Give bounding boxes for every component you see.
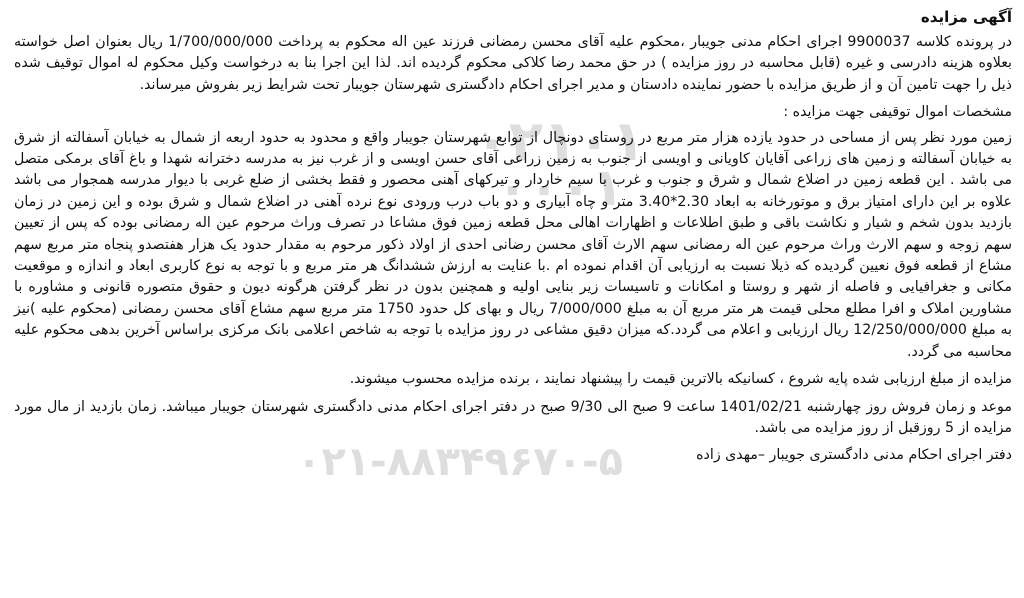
watermark-text-2: ۰۰۰۱ xyxy=(496,158,624,218)
signature: دفتر اجرای احکام مدنی دادگستری جویبار –مهدی زاده xyxy=(696,447,1012,464)
auction-rule: مزایده از مبلغ ارزیابی شده پایه شروع ، کسانیکه بالاترین قیمت را پیشنهاد نمایند ، برنده مزایده محسوب میشوند. xyxy=(349,371,1012,388)
watermark-phone: ۰۲۱-۸۸۳۴۹۶۷۰-۵ xyxy=(296,439,624,485)
notice-content xyxy=(14,6,1012,467)
auction-schedule: موعد و زمان فروش روز چهارشنبه 1401/02/21 ساعت 9 صبح الی 9/30 صبح در دفتر اجرای احکام مدنی دادگستری شهرستان جویبار میباشد. زمان بازدید از مال مورد مزایده از 5 روزقبل از روز مزایده می باشد. xyxy=(14,398,1012,436)
watermark-text-1: ۰۲۱۰۱ xyxy=(474,109,646,174)
notice-title: آگهی مزایده xyxy=(920,8,1012,26)
property-description: زمین مورد نظر پس از مساحی در حدود یازده هزار متر مربع در روستای دونچال از توابع شهرستان جویبار واقع و محدود به حدود اربعه از شمال به خیابان آسفالته از شرق به خیابان آسفالته و زمین های زراعی آقایان کاویانی و اویسی از جنوب به زمین زراعی آقای حسن اویسی و از غرب نیز به مدرسه دخترانه شهدا و باغ آقای برمکی متصل می باشد . این قطعه زمین در اضلاع شمال و شرق و جنوب و غرب با سیم خاردار و تیرکهای آهنی محصور و فقط بخشی از ضلع غربی با دیوار مدرسه همجوار می باشد علاوه بر این دارای امتیاز برق و موتورخانه به ابعاد 2.30*3.40 متر و چاه آبیاری و دو باب درب ورودی نوع نرده آهنی در اضلاع شمال و شرق بوده و این زمین در زمان بازدید بدون شخم و شیار و نکاشت باقی و طبق اطلاعات و اظهارات اهالی محل قطعه زمین فوق مشاعا در تصرف وراث مرحوم عین اله رمضانی بوده که پس از تعیین سهم زوجه و سهم الارث وراث مرحوم عین اله رمضانی سهم الارث آقای محسن رضانی احدی از اولاد ذکور مرحوم به مقدار حدود یک هزار هفتصدو پنجاه متر مربع سهم مشاع از قطعه فوق نعیین گردیده که ذیلا نسبت به ارزیابی آن اقدام نموده ام .با عنایت به ارزش ششدانگ هر متر مربع و با توجه به نوع کاربری ابعاد و اندازه و موقعیت مکانی و جغرافیایی و فاصله از شهر و روستا و امکانات و تاسیسات زیر بنایی اولیه و همچنین بدون در نظر گرفتن هرگونه دیون و حقوق متصوره قانونی و مشاوره با مشاورین املاک و افرا مطلع محلی قیمت هر متر مربع آن به مبلغ 7/000/000 ریال و بهای کل حدود 1750 متر مربع سهم مشاع آقای محسن رمضانی (محکوم علیه )نیز به مبلغ 12/250/000/000 ریال ارزیابی و اعلام می گردد.که میزان دقیق مشاعی در روز مزایده با توجه به شاخص اعلامی بانک مرکزی براساس آخرین بدهی محکوم علیه محاسبه می گردد. xyxy=(14,129,1012,360)
seized-property-heading: مشخصات اموال توقیفی جهت مزایده : xyxy=(783,104,1012,121)
intro-paragraph: در پرونده کلاسه 9900037 اجرای احکام مدنی جویبار ،محکوم علیه آقای محسن رمضانی فرزند عین اله محکوم به پرداخت 1/700/000/000 ریال بعنوان اصل خواسته بعلاوه هزینه دادرسی و غیره (قابل محاسبه در روز مزایده ) در حق محمد رضا کلاکی محکوم گردیده اند. لذا این اجرا بنا به درخواست وکیل محکوم له اموال توقیف شده ذیل را جهت تامین آن و از طریق مزایده با حضور نماینده دادستان و مدیر اجرای احکام دادگستری شهرستان جویبار تحت شرایط زیر بفروش میرساند. xyxy=(14,34,1012,93)
